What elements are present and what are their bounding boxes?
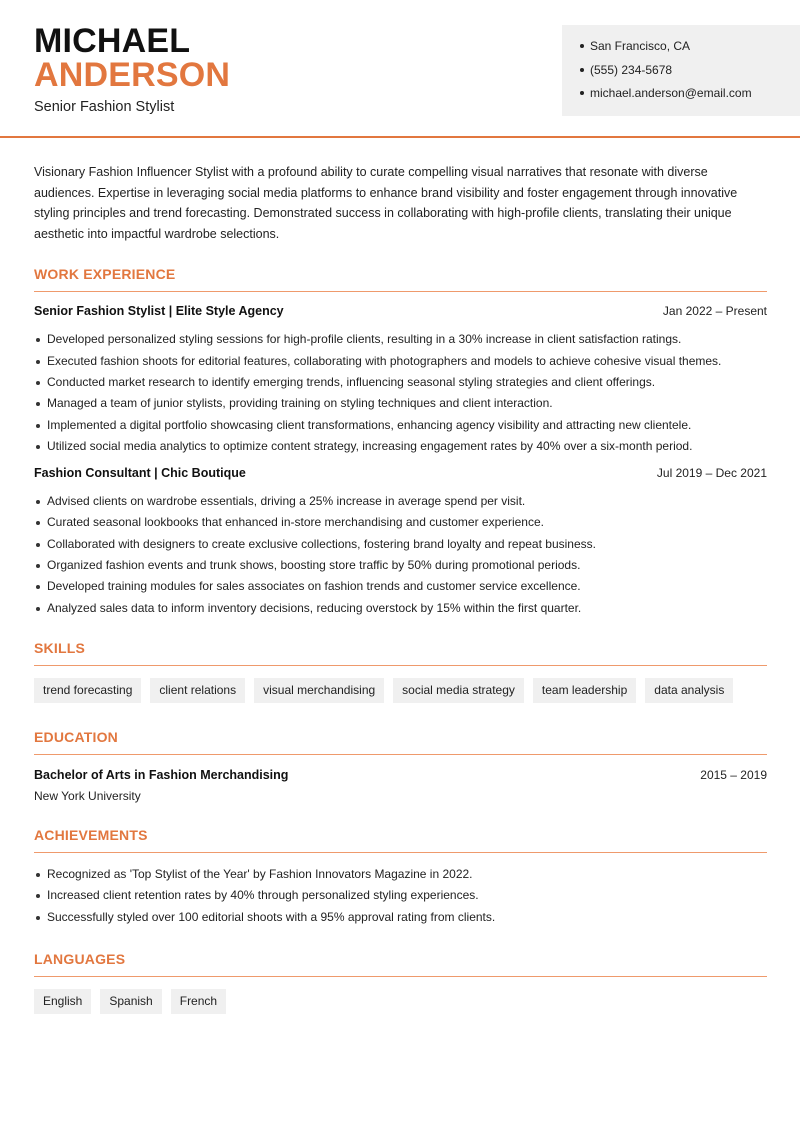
resume-header — [0, 0, 800, 138]
skill-tag: visual merchandising — [254, 678, 384, 703]
job-header — [34, 304, 767, 324]
list-item: Implemented a digital portfolio showcasing client transformations, enhancing agency visibility and attracting new clientele. — [34, 415, 767, 436]
contact-box — [562, 25, 800, 116]
language-tags — [34, 989, 767, 1014]
list-item: Curated seasonal lookbooks that enhanced in-store merchandising and customer experience. — [34, 512, 767, 533]
list-item: Collaborated with designers to create exclusive collections, fostering brand loyalty and repeat business. — [34, 534, 767, 555]
education-header — [34, 768, 767, 788]
list-item: Organized fashion events and trunk shows, boosting store traffic by 50% during promotional periods. — [34, 555, 767, 576]
skill-tag: social media strategy — [393, 678, 524, 703]
school-name: New York University — [34, 788, 141, 803]
resume-body — [34, 162, 767, 1014]
list-item: Executed fashion shoots for editorial features, collaborating with photographers and models to achieve cohesive visual themes. — [34, 351, 767, 372]
summary: Visionary Fashion Influencer Stylist with a profound ability to curate compelling visual narratives that resonate with diverse audiences. Expertise in leveraging social media platforms to enhance brand visibility and foster engagement through innovative styling principles and trend forecasting. Demonstrated success in collaborating with high-profile clients, translating their unique aesthetic into impactful wardrobe selections. — [34, 165, 738, 241]
list-item: Developed training modules for sales associates on fashion trends and customer service excellence. — [34, 576, 767, 597]
job-position: Fashion Consultant | Chic Boutique — [34, 466, 246, 481]
list-item: Recognized as 'Top Stylist of the Year' by Fashion Innovators Magazine in 2022. — [34, 864, 767, 885]
list-item: Utilized social media analytics to optimize content strategy, increasing engagement rates by 40% over a six-month period. — [34, 436, 767, 457]
first-name: MICHAEL — [34, 22, 191, 60]
degree: Bachelor of Arts in Fashion Merchandising — [34, 767, 289, 782]
job-bullets — [34, 491, 767, 619]
list-item: Advised clients on wardrobe essentials, driving a 25% increase in average spend per visit. — [34, 491, 767, 512]
job-position: Senior Fashion Stylist | Elite Style Agency — [34, 304, 284, 319]
section-title-achievements: ACHIEVEMENTS — [34, 827, 767, 853]
job-bullets — [34, 329, 767, 457]
work-section — [34, 266, 767, 619]
job-entry — [34, 304, 767, 457]
last-name: ANDERSON — [34, 56, 231, 94]
skill-tag: trend forecasting — [34, 678, 141, 703]
skill-tag: team leadership — [533, 678, 636, 703]
job-title: Senior Fashion Stylist — [34, 99, 175, 115]
list-item: Analyzed sales data to inform inventory decisions, reducing overstock by 15% within the first quarter. — [34, 598, 767, 619]
education-section — [34, 729, 767, 803]
skills-tags — [34, 678, 767, 703]
education-dates: 2015 – 2019 — [700, 767, 767, 782]
list-item: Successfully styled over 100 editorial shoots with a 95% approval rating from clients. — [34, 907, 767, 928]
language-tag: French — [171, 989, 226, 1014]
skill-tag: client relations — [150, 678, 245, 703]
job-header — [34, 466, 767, 486]
languages-section — [34, 951, 767, 1014]
skill-tag: data analysis — [645, 678, 733, 703]
list-item: Developed personalized styling sessions for high-profile clients, resulting in a 30% increase in client satisfaction ratings. — [34, 329, 767, 350]
achievements-list — [34, 864, 767, 928]
job-dates: Jul 2019 – Dec 2021 — [656, 466, 767, 481]
list-item: Conducted market research to identify emerging trends, influencing seasonal styling strategies and client offerings. — [34, 372, 767, 393]
language-tag: Spanish — [100, 989, 161, 1014]
job-entry — [34, 466, 767, 619]
contact-location: San Francisco, CA — [562, 38, 800, 62]
achievements-section — [34, 827, 767, 928]
section-title-education: EDUCATION — [34, 729, 767, 755]
section-title-work: WORK EXPERIENCE — [34, 266, 767, 292]
list-item: Managed a team of junior stylists, providing training on styling techniques and client interaction. — [34, 393, 767, 414]
section-title-languages: LANGUAGES — [34, 951, 767, 977]
list-item: Increased client retention rates by 40% through personalized styling experiences. — [34, 885, 767, 906]
section-title-skills: SKILLS — [34, 640, 767, 666]
contact-phone: (555) 234-5678 — [562, 62, 800, 86]
language-tag: English — [34, 989, 91, 1014]
contact-email[interactable]: michael.anderson@email.com — [562, 85, 800, 109]
skills-section — [34, 640, 767, 703]
job-dates: Jan 2022 – Present — [662, 304, 767, 319]
